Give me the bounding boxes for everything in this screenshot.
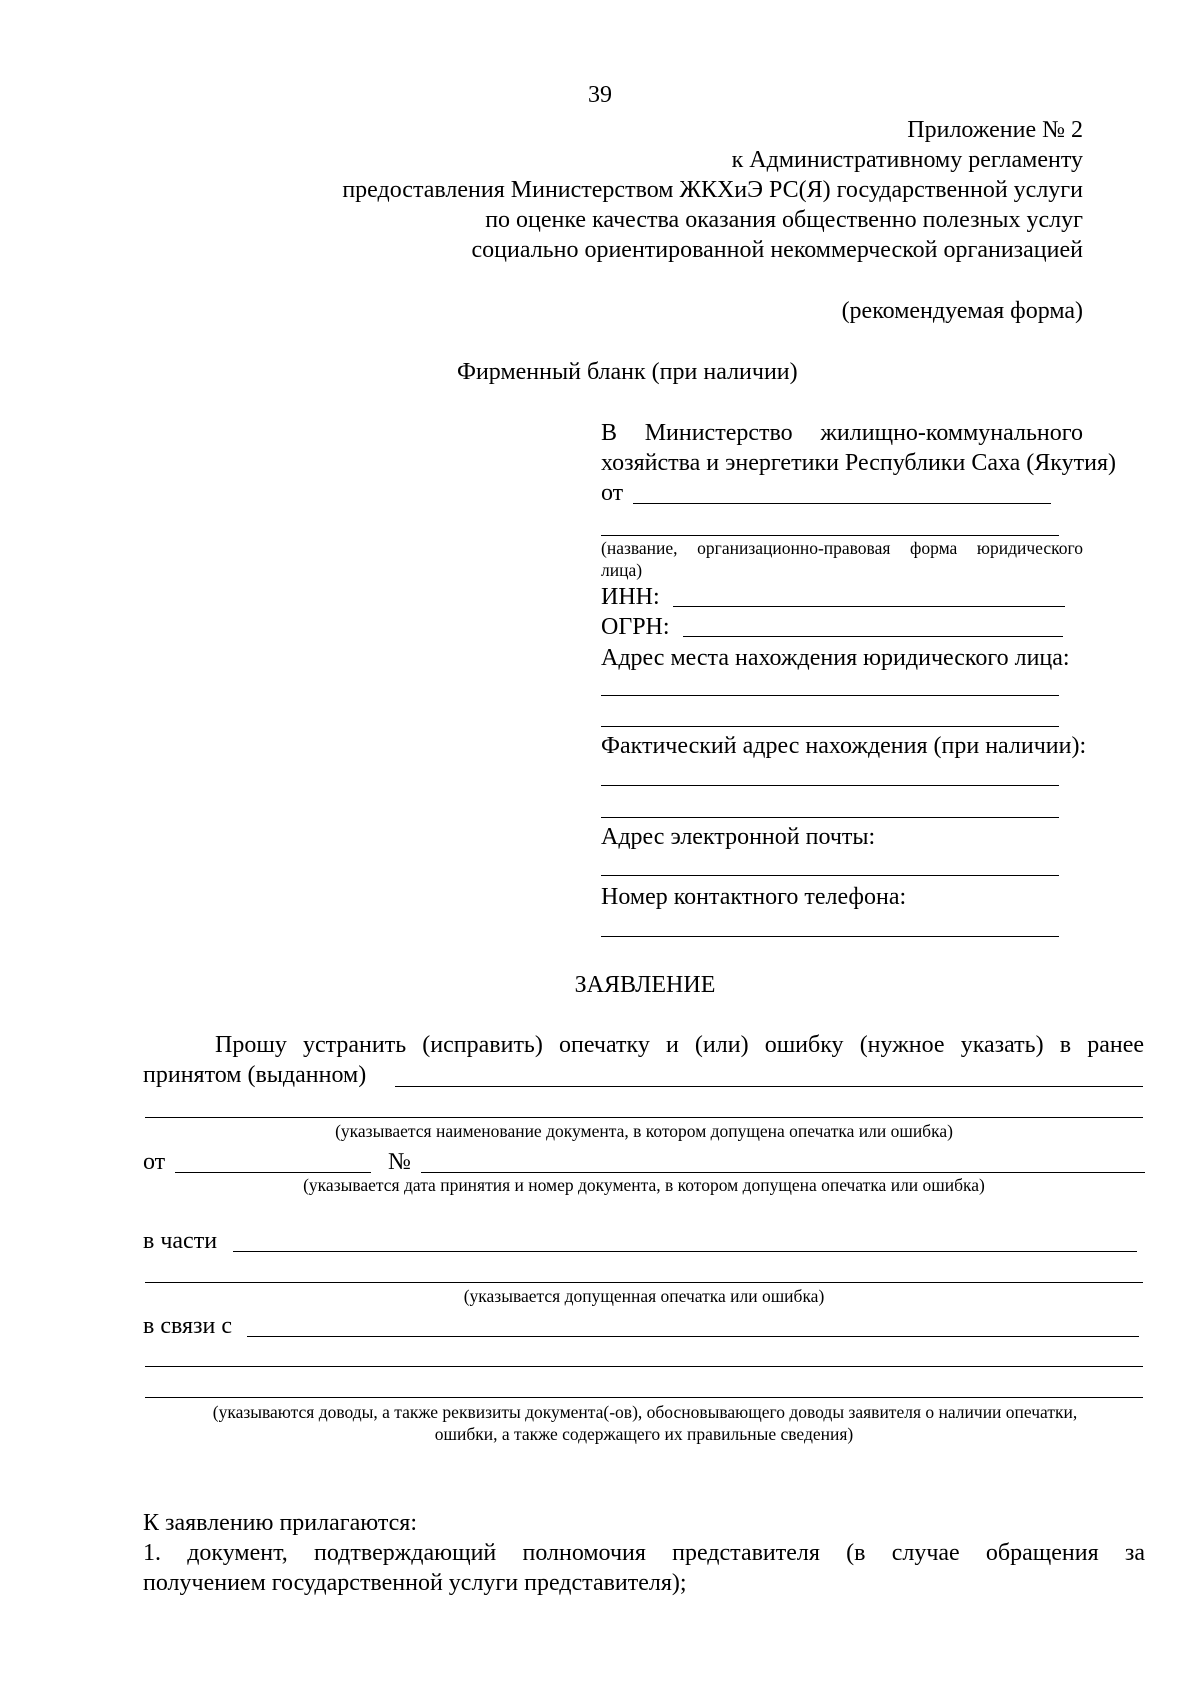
letterhead-label: Фирменный бланк (при наличии) [457, 359, 798, 385]
phone-label: Номер контактного телефона: [601, 884, 907, 910]
number-label: № [388, 1149, 411, 1175]
legal-address-line-2[interactable] [601, 726, 1059, 727]
recommended-form-note: (рекомендуемая форма) [841, 298, 1083, 324]
number-field-line[interactable] [421, 1172, 1145, 1173]
actual-address-label: Фактический адрес нахождения (при наличии): [601, 733, 1087, 759]
appendix-line-5: социально ориентированной некоммерческой организацией [471, 237, 1083, 263]
statement-title: ЗАЯВЛЕНИЕ [574, 972, 716, 998]
ogrn-field-line[interactable] [683, 636, 1063, 637]
due-to-field-line[interactable] [247, 1336, 1139, 1337]
email-field-line[interactable] [601, 875, 1059, 876]
note-date-number: (указывается дата принятия и номер документа, в котором допущена опечатка или ошибка) [303, 1175, 985, 1195]
note-reasons-line-2: ошибки, а также содержащего их правильные сведения) [434, 1424, 854, 1444]
note-document-name: (указывается наименование документа, в котором допущена опечатка или ошибка) [335, 1121, 953, 1141]
from-label: от [601, 480, 624, 506]
attachment-item-1-line-2: получением государственной услуги представителя); [143, 1570, 687, 1596]
actual-address-line-2[interactable] [601, 817, 1059, 818]
request-line-1: Прошу устранить (исправить) опечатку и (или) ошибку (нужное указать) в ранее [215, 1032, 1144, 1058]
actual-address-line-1[interactable] [601, 785, 1059, 786]
addressee-line-2: хозяйства и энергетики Республики Саха (Якутия) [601, 450, 1116, 476]
email-label: Адрес электронной почты: [601, 824, 876, 850]
note-error: (указывается допущенная опечатка или ошибка) [463, 1286, 825, 1306]
addressee-word-2: Министерство [644, 420, 793, 446]
appendix-line-2: к Административному регламенту [731, 147, 1083, 173]
request-line-1-wrap [215, 1030, 1144, 1060]
appendix-line-4: по оценке качества оказания общественно полезных услуг [485, 207, 1083, 233]
from-field-line[interactable] [633, 503, 1051, 504]
page-number: 39 [588, 82, 612, 108]
addressee-word-3: жилищно-коммунального [820, 420, 1083, 446]
attachments-heading: К заявлению прилагаются: [143, 1510, 418, 1536]
org-name-note-word-2: организационно-правовая [697, 538, 891, 558]
appendix-line-1: Приложение № 2 [907, 117, 1083, 143]
in-part-label: в части [143, 1228, 218, 1254]
appendix-line-3: предоставления Министерством ЖКХиЭ РС(Я) государственной услуги [342, 177, 1083, 203]
org-name-note-word-4: юридического [976, 538, 1083, 558]
org-name-note-line-2: лица) [601, 560, 643, 580]
org-name-note-line-1 [601, 537, 1083, 559]
org-name-note-word-3: форма [910, 538, 958, 558]
org-name-note-word-1: (название, [601, 538, 678, 558]
request-line-2: принятом (выданном) [143, 1062, 367, 1088]
attachment-item-1-line-1-wrap [143, 1538, 1145, 1568]
due-to-field-line-3[interactable] [145, 1397, 1143, 1398]
attachment-item-1-line-1: 1. документ, подтверждающий полномочия представителя (в случае обращения за [143, 1540, 1145, 1566]
ogrn-label: ОГРН: [601, 614, 670, 640]
date-field-line[interactable] [175, 1172, 371, 1173]
phone-field-line[interactable] [601, 936, 1059, 937]
addressee-line-1 [601, 418, 1083, 448]
in-part-field-line[interactable] [233, 1251, 1137, 1252]
inn-label: ИНН: [601, 584, 660, 610]
addressee-word-1: В [601, 420, 618, 446]
due-to-label: в связи с [143, 1313, 233, 1339]
inn-field-line[interactable] [673, 606, 1065, 607]
in-part-field-line-2[interactable] [145, 1282, 1143, 1283]
due-to-field-line-2[interactable] [145, 1366, 1143, 1367]
document-name-field-line[interactable] [395, 1086, 1143, 1087]
document-name-field-line-2[interactable] [145, 1117, 1143, 1118]
from-field-line-2[interactable] [601, 535, 1059, 536]
legal-address-label: Адрес места нахождения юридического лица: [601, 645, 1070, 671]
legal-address-line-1[interactable] [601, 695, 1059, 696]
note-reasons-line-1: (указываются доводы, а также реквизиты документа(-ов), обосновывающего доводы заявителя о наличии опечатки, [212, 1402, 1078, 1422]
date-from-label: от [143, 1149, 166, 1175]
